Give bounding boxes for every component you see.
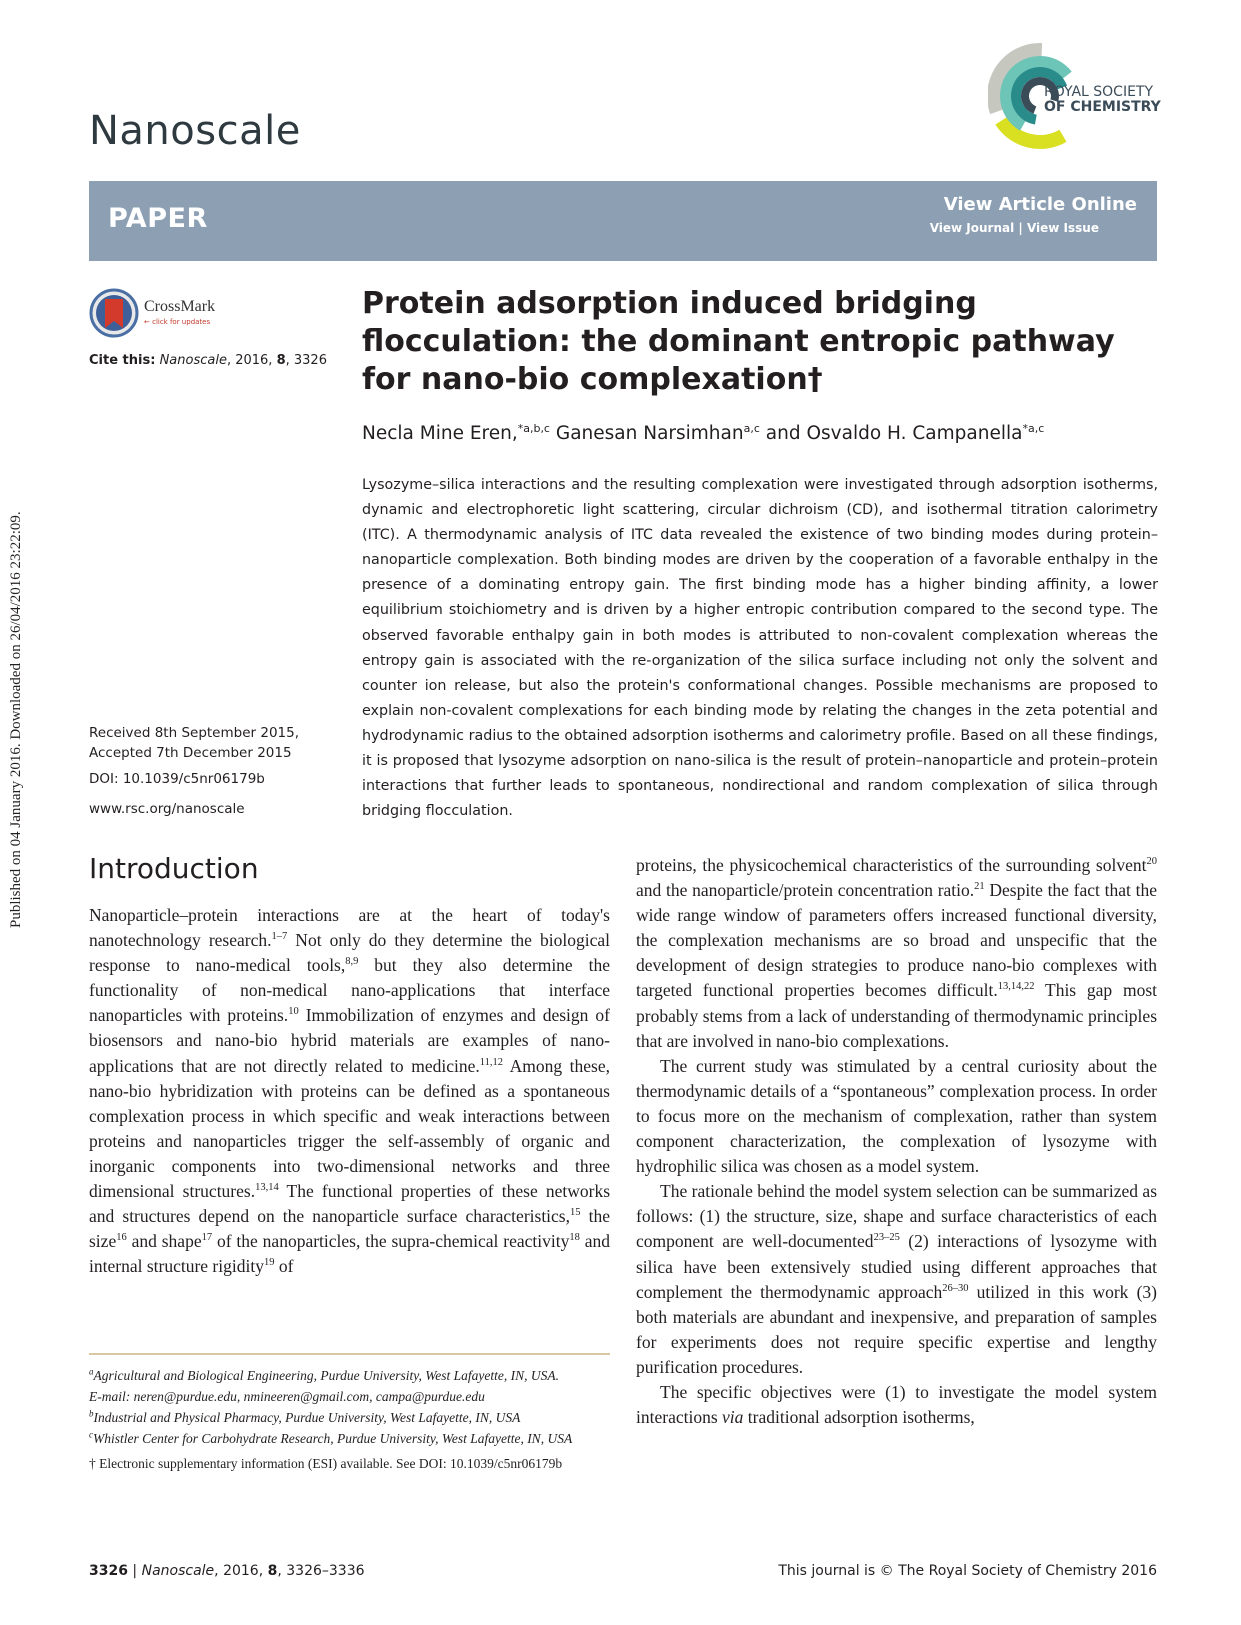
body-column-right bbox=[636, 853, 1157, 1430]
paragraph: proteins, the physicochemical characteristics of the surrounding solvent$^{20}$ and the nanoparticle/protein concentration ratio.$^{21}$ Despite the fact that the wide range window of parameters offers increased functional diversity, the complexation mechanisms are so broad and unspecific that the development of design strategies to produce nano-bio complexes with targeted functional properties becomes difficult.$^{13,14,22}$ This gap most probably stems from a lack of understanding of thermodynamic principles that are involved in nano-bio complexations. bbox=[636, 855, 1157, 1051]
article-meta bbox=[89, 723, 299, 819]
author-name: Necla Mine Eren, bbox=[362, 423, 518, 445]
author-name: and Osvaldo H. Campanella bbox=[759, 423, 1023, 445]
esi-note: † Electronic supplementary information (ESI) available. See DOI: 10.1039/c5nr06179b bbox=[89, 1456, 563, 1471]
paragraph: The specific objectives were (1) to investigate the model system interactions via traditional adsorption isotherms, bbox=[636, 1381, 1157, 1428]
affiliation-b: $^b$Industrial and Physical Pharmacy, Purdue University, West Lafayette, IN, USA bbox=[89, 1408, 521, 1425]
crossmark-icon bbox=[89, 288, 139, 338]
view-article-online-link[interactable]: View Article Online bbox=[943, 194, 1137, 215]
abstract: Lysozyme–silica interactions and the resulting complexation were investigated through adsorption isotherms, dynamic and electrophoretic light scattering, circular dichroism (CD), and isothermal titration calorimetry (ITC). A thermodynamic analysis of ITC data revealed the existence of two binding modes during protein–nanoparticle complexation. Both binding modes are driven by the cooperation of a favorable enthalpy in the presence of a dominating entropy gain. The first binding mode has a higher binding affinity, a lower equilibrium stoichiometry and is driven by a higher entropic contribution compared to the second type. The observed favorable enthalpy gain in both modes is attributed to non-covalent complexation whereas the entropy gain is associated with the re-organization of the silica surface including not only the solvent and counter ion release, but also the protein's conformational changes. Possible mechanisms are proposed to explain non-covalent complexations for each binding mode by relating the changes in the zeta potential and hydrodynamic radius to the obtained adsorption isotherms and calorimetry profile. Based on all these findings, it is proposed that lysozyme adsorption on nano-silica is the result of protein–nanoparticle and protein–protein interactions that further leads to spontaneous, nondirectional and random complexation of silica through bridging flocculation. bbox=[362, 477, 1158, 820]
paragraph: The rationale behind the model system selection can be summarized as follows: (1) the structure, size, shape and surface characteristics of each component are well-documented$^{23-25}$ (2) interactions of lysozyme with silica have been extensively studied using different approaches that complement the thermodynamic approach$^{26-30}$ utilized in this work (3) both materials are abundant and inexpensive, and preparation of samples for experiments does not require specific expertise and lengthy purification procedures. bbox=[636, 1181, 1157, 1377]
logo-line-2: OF CHEMISTRY bbox=[1044, 99, 1161, 115]
logo-line-1: ROYAL SOCIETY bbox=[1044, 84, 1154, 100]
doi: DOI: 10.1039/c5nr06179b bbox=[89, 771, 265, 787]
body-column-left bbox=[89, 903, 610, 1279]
paragraph: Nanoparticle–protein interactions are at the heart of today's nanotechnology research.$^{1-7}$ Not only do they determine the biological response to nano-medical tools,$^{8,9}$ but they also determine the functionality of non-medical nano-applications that interface nanoparticles with proteins.$^{10}$ Immobilization of enzymes and design of biosensors and nano-bio hybrid materials are examples of nano-applications that are not directly related to medicine.$^{11,12}$ Among these, nano-bio hybridization with proteins can be defined as a spontaneous complexation process in which specific and weak interactions between proteins and nanoparticles trigger the self-assembly of organic and inorganic components into two-dimensional networks and three dimensional structures.$^{13,14}$ The functional properties of these networks and structures depend on the nanoparticle surface characteristics,$^{15}$ the size$^{16}$ and shape$^{17}$ of the nanoparticles, the supra-chemical reactivity$^{18}$ and internal structure rigidity$^{19}$ of bbox=[89, 905, 610, 1277]
footnote-divider bbox=[89, 1353, 610, 1355]
affiliation-c: $^c$Whistler Center for Carbohydrate Research, Purdue University, West Lafayette, IN, USA bbox=[89, 1429, 573, 1446]
email-line: E-mail: neren@purdue.edu, nmineeren@gmail.com, campa@purdue.edu bbox=[89, 1389, 485, 1404]
article-type: PAPER bbox=[108, 203, 208, 234]
journal-name: Nanoscale bbox=[89, 108, 301, 154]
cite-this: Cite this: Nanoscale, 2016, 8, 3326 bbox=[89, 353, 327, 368]
page-footer-left: 3326 | Nanoscale, 2016, 8, 3326–3336 bbox=[89, 1563, 365, 1579]
view-links bbox=[930, 221, 1099, 235]
affiliation-a: $^a$Agricultural and Biological Engineering, Purdue University, West Lafayette, IN, USA. bbox=[89, 1366, 559, 1383]
link-separator: | bbox=[1018, 221, 1023, 235]
article-title: Protein adsorption induced bridging flocculation: the dominant entropic pathway for nano-bio complexation† bbox=[362, 286, 1115, 397]
copyright: This journal is © The Royal Society of Chemistry 2016 bbox=[778, 1563, 1157, 1579]
download-stamp: Published on 04 January 2016. Downloaded on 26/04/2016 23:22:09. bbox=[8, 511, 24, 928]
author-name: Ganesan Narsimhan bbox=[549, 423, 744, 445]
crossmark-badge[interactable] bbox=[89, 288, 229, 338]
section-heading: Introduction bbox=[89, 852, 259, 885]
footnotes bbox=[89, 1365, 610, 1474]
view-journal-link[interactable]: View Journal bbox=[929, 221, 1015, 235]
received-date: Received 8th September 2015, bbox=[89, 725, 300, 741]
journal-url[interactable]: www.rsc.org/nanoscale bbox=[89, 801, 245, 817]
accepted-date: Accepted 7th December 2015 bbox=[89, 745, 292, 761]
author-list: Necla Mine Eren,$^{*a,b,c}$ Ganesan Narsimhan$^{a,c}$ and Osvaldo H. Campanella$^{*a,c}$ bbox=[362, 422, 1045, 445]
crossmark-sub: ← click for updates bbox=[144, 318, 211, 326]
view-issue-link[interactable]: View Issue bbox=[1026, 221, 1099, 235]
paragraph: The current study was stimulated by a central curiosity about the thermodynamic details of a “spontaneous” complexation process. In order to focus more on the mechanism of complexation, rather than system component characterization, the complexation of lysozyme with hydrophilic silica was chosen as a model system. bbox=[636, 1055, 1157, 1177]
rsc-logo[interactable] bbox=[988, 40, 1161, 152]
crossmark-label: CrossMark bbox=[144, 298, 216, 315]
article-banner bbox=[89, 181, 1157, 261]
